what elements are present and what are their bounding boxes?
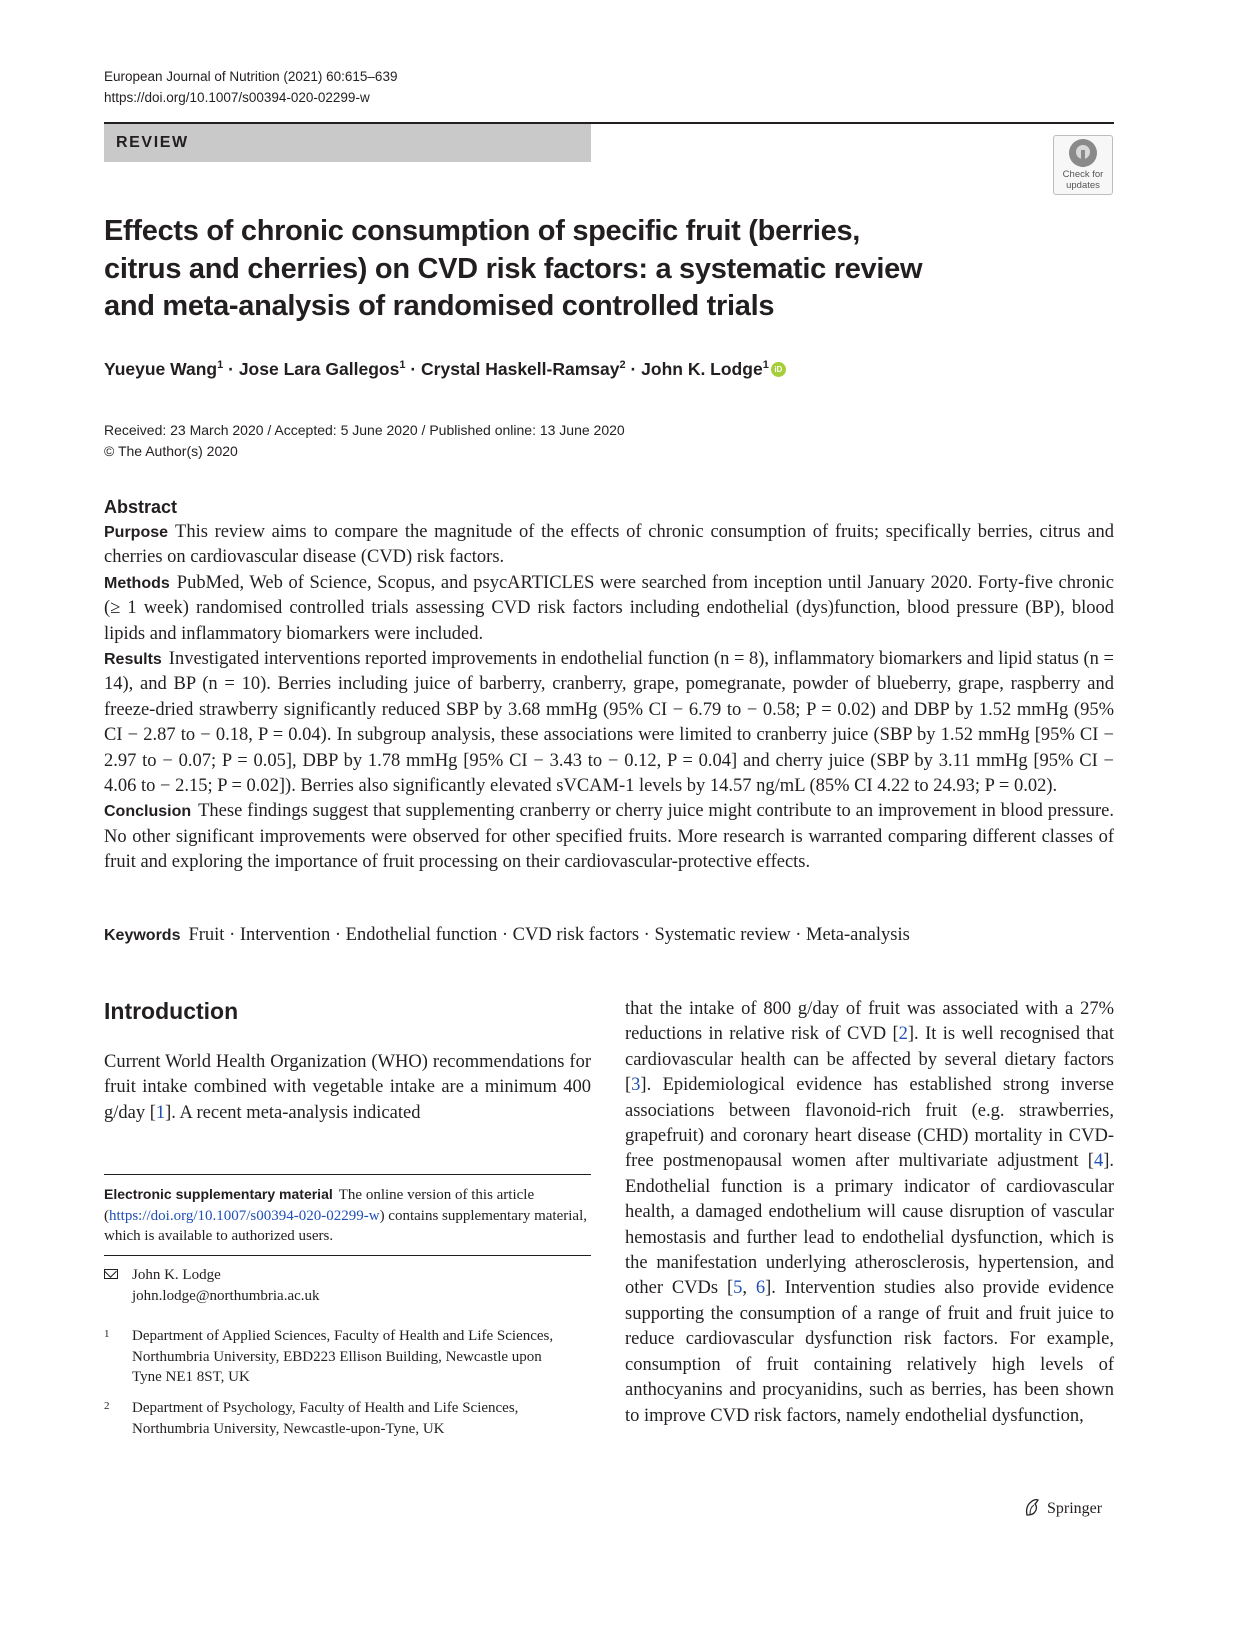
copyright-line: © The Author(s) 2020	[104, 443, 238, 459]
abstract-section	[104, 497, 1114, 876]
journal-citation: European Journal of Nutrition (2021) 60:615–639	[104, 69, 398, 84]
publisher-logo	[1022, 1497, 1102, 1518]
footnote-divider	[104, 1255, 591, 1256]
envelope-icon	[104, 1269, 118, 1279]
article-dates	[104, 420, 625, 462]
keywords-text: Fruit · Intervention · Endothelial function · CVD risk factors · Systematic review · Meta-analysis	[188, 925, 910, 945]
reference-link[interactable]: 6	[755, 1278, 766, 1299]
author-affiliation-marker: 1	[399, 359, 406, 372]
author-list	[104, 359, 786, 380]
reference-link[interactable]: 1	[155, 1102, 166, 1123]
springer-horse-icon	[1022, 1497, 1042, 1517]
check-for-updates-text: Check for updates	[1062, 169, 1104, 191]
abstract-purpose	[104, 520, 1114, 571]
orcid-icon[interactable]: iD	[771, 362, 786, 377]
article-type-bar	[104, 124, 591, 162]
author-separator: ·	[405, 359, 422, 379]
author-name[interactable]: Crystal Haskell-Ramsay	[421, 359, 620, 379]
results-text: Investigated interventions reported improvements in endothelial function (n = 8), inflammatory biomarkers and lipid status (n = 14), and BP (n = 10). Berries including juice of barberry, cranberry, grape, pomegranate, powder of blueberry, grape, raspberry and freeze-dried strawberry significantly reduced SBP by 3.68 mmHg (95% CI − 6.79 to − 0.58; P = 0.02) and DBP by 1.52 mmHg (95% CI − 2.87 to − 0.18, P = 0.04). In subgroup analysis, these associations were limited to cranberry juice (SBP by 1.52 mmHg [95% CI − 2.97 to − 0.07; P = 0.05], DBP by 1.78 mmHg [95% CI − 3.43 to − 0.12, P = 0.04] and cherry juice (SBP by 3.11 mmHg [95% CI − 4.06 to − 2.15; P = 0.02]). Berries also significantly elevated sVCAM-1 levels by 14.57 ng/mL (85% CI 4.22 to 24.93; P = 0.02).	[104, 649, 1114, 797]
methods-label: Methods	[104, 574, 170, 592]
purpose-label: Purpose	[104, 524, 169, 541]
journal-doi-link[interactable]: https://doi.org/10.1007/s00394-020-02299-w	[104, 90, 370, 105]
introduction-right-column: that the intake of 800 g/day of fruit was associated with a 27% reductions in relative risk of CVD [2]. It is well recognised that cardiovascular health can be affected by several dietary factors [3]. Epidemiological evidence has established strong inverse associations between flavonoid-rich fruit (e.g. strawberries, grapefruit) and coronary heart disease (CHD) mortality in CVD-free postmenopausal women after multivariate adjustment [4]. Endothelial function is a primary indicator of cardiovascular health, a damaged endothelium will cause disruption of vascular hemostasis and further lead to endothelial dysfunction, which is the manifestation underlying atherosclerosis, hypertension, and other CVDs [5, 6]. Intervention studies also provide evidence supporting the consumption of a range of fruit and fruit juice to reduce cardiovascular dysfunction risk factors. For example, consumption of fruit containing relatively high levels of anthocyanins and procyanidins, such as berries, has been shown to improve CVD risk factors, namely endothelial dysfunction,	[625, 999, 1115, 1426]
affiliation-text: Department of Psychology, Faculty of Health and Life Sciences, Northumbria University, Newcastle-upon-Tyne, UK	[132, 1400, 519, 1437]
keywords-label: Keywords	[104, 927, 181, 944]
esm-doi-link[interactable]: https://doi.org/10.1007/s00394-020-02299-w	[109, 1207, 380, 1224]
article-type-label: REVIEW	[116, 134, 189, 151]
conclusion-label: Conclusion	[104, 803, 192, 821]
affiliation-text: Department of Applied Sciences, Faculty of Health and Life Sciences, Northumbria University, EBD223 Ellison Building, Newcastle upon Tyne NE1 8ST, UK	[132, 1328, 554, 1385]
article-title: Effects of chronic consumption of specific fruit (berries, citrus and cherries) on CVD risk factors: a systematic review and meta-analysis of randomised controlled trials	[104, 215, 923, 322]
abstract-methods	[104, 571, 1114, 647]
introduction-heading: Introduction	[104, 998, 239, 1024]
corresponding-author-email[interactable]: john.lodge@northumbria.ac.uk	[132, 1287, 320, 1304]
author-affiliation-marker: 1	[217, 359, 224, 372]
footnote-divider	[104, 1174, 591, 1175]
reference-link[interactable]: 3	[631, 1075, 641, 1096]
affiliation-number: 1	[104, 1328, 110, 1340]
author-affiliation-marker: 1	[762, 359, 769, 372]
affiliation-number: 2	[104, 1400, 110, 1412]
methods-text: PubMed, Web of Science, Scopus, and psycARTICLES were searched from inception until January 2020. Forty-five chronic (≥ 1 week) randomised controlled trials assessing CVD risk factors including endothelial (dys)function, blood pressure (BP), blood lipids and inflammatory biomarkers were included.	[104, 572, 1114, 644]
crossmark-icon	[1069, 139, 1097, 167]
check-for-updates-button[interactable]	[1053, 135, 1113, 195]
publication-history: Received: 23 March 2020 / Accepted: 5 June 2020 / Published online: 13 June 2020	[104, 422, 625, 438]
reference-link[interactable]: 4	[1093, 1151, 1104, 1172]
author-separator: ·	[625, 359, 642, 379]
author-name[interactable]: John K. Lodge	[641, 359, 763, 379]
author-name[interactable]: Jose Lara Gallegos	[238, 359, 400, 379]
abstract-conclusion	[104, 799, 1114, 875]
keywords	[104, 925, 910, 946]
corresponding-author-name: John K. Lodge	[132, 1267, 221, 1283]
conclusion-text: These findings suggest that supplementing cranberry or cherry juice might contribute to an improvement in blood pressure. No other significant improvements were observed for other specified fruits. More research is warranted comparing different classes of fruit and exploring the importance of fruit processing on their cardiovascular-protective effects.	[104, 801, 1114, 873]
abstract-results	[104, 647, 1114, 799]
author-name[interactable]: Yueyue Wang	[104, 359, 218, 379]
results-label: Results	[104, 651, 162, 669]
esm-label: Electronic supplementary material	[104, 1186, 333, 1202]
author-separator: ·	[223, 359, 239, 379]
abstract-heading: Abstract	[104, 497, 178, 517]
reference-link[interactable]: 2	[898, 1024, 908, 1045]
author-affiliation-marker: 2	[619, 359, 626, 372]
reference-link[interactable]: 5	[733, 1278, 743, 1299]
publisher-name: Springer	[1047, 1500, 1103, 1517]
supplementary-material-note: Electronic supplementary material The online version of this article (https://doi.org/10.1007/s00394-020-02299-w) contains supplementary material, which is available to authorized users.	[104, 1186, 587, 1244]
purpose-text: This review aims to compare the magnitude of the effects of chronic consumption of fruits; specifically berries, citrus and cherries on cardiovascular disease (CVD) risk factors.	[104, 522, 1114, 568]
journal-info	[104, 66, 397, 108]
introduction-left-column: Current World Health Organization (WHO) recommendations for fruit intake combined with vegetable intake are a minimum 400 g/day [1]. A recent meta-analysis indicated	[104, 1052, 591, 1123]
